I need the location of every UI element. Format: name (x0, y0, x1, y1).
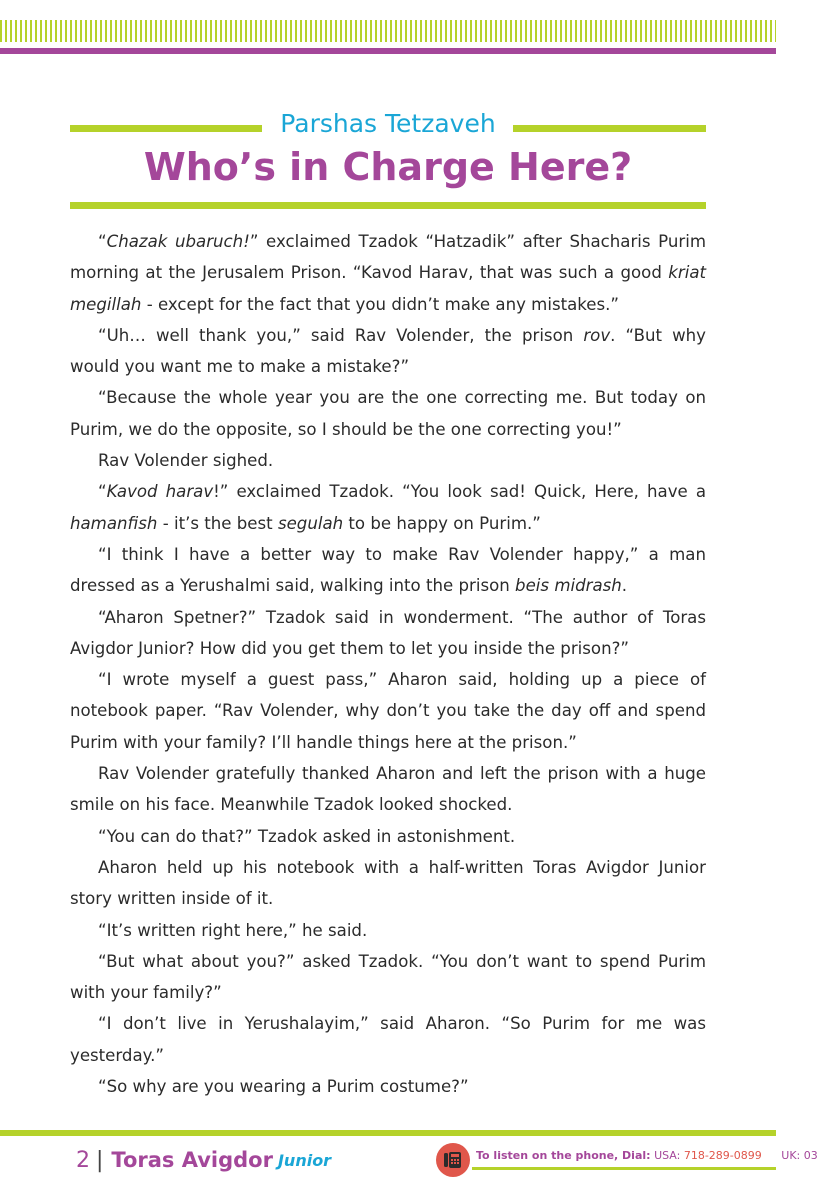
paragraph-text: Aharon held up his notebook with a half-written Toras Avigdor Junior story written inside of it. (70, 857, 706, 909)
story-paragraph (70, 758, 706, 821)
paragraph-text: !” exclaimed Tzadok. “You look sad! Quick, Here, have a (213, 482, 706, 502)
story-paragraph (70, 476, 706, 539)
italic-term: beis midrash (515, 576, 622, 596)
story-paragraph (70, 445, 706, 476)
paragraph-text: “You can do that?” Tzadok asked in astonishment. (98, 826, 516, 846)
italic-term: segulah (277, 513, 344, 533)
brand-name: Toras Avigdor (111, 1148, 273, 1172)
phone-text (476, 1149, 818, 1162)
parsha-subtitle: Parshas Tetzaveh (280, 109, 496, 138)
phone-uk-label: UK: 03 (781, 1149, 818, 1162)
subtitle-rule-right (513, 125, 706, 132)
paragraph-text: “I wrote myself a guest pass,” Aharon said, holding up a piece of notebook paper. “Rav Volender, why don’t you take the day off and spend Purim with your family? I’ll handle things here at the prison.” (70, 670, 706, 752)
paragraph-text: . “But why would you want me to make a mistake?” (70, 325, 706, 377)
story-paragraph (70, 664, 706, 758)
paragraph-text: “I think I have a better way to make Rav Volender happy,” a man dressed as a Yerushalmi said, walking into the prison (70, 544, 706, 596)
story-paragraph (70, 539, 706, 602)
paragraph-text: “But what about you?” asked Tzadok. “You don’t want to spend Purim with your family?” (70, 951, 706, 1003)
phone-usa-number: 718-289-0899 (683, 1149, 762, 1162)
paragraph-text: - except for the fact that you didn’t make any mistakes.” (141, 294, 620, 314)
story-body (70, 226, 706, 1102)
top-purple-bar (0, 48, 776, 54)
footer-separator: | (96, 1147, 104, 1173)
paragraph-text: “ (98, 482, 107, 502)
story-paragraph (70, 602, 706, 665)
phone-usa-label: USA: (654, 1149, 681, 1162)
italic-term: hamanfish (70, 513, 158, 533)
italic-term: Chazak ubaruch! (106, 232, 250, 251)
story-paragraph (70, 946, 706, 1009)
story-paragraph (70, 821, 706, 852)
story-paragraph (70, 852, 706, 915)
paragraph-text: “I don’t live in Yerushalayim,” said Aharon. “So Purim for me was yesterday.” (70, 1014, 706, 1065)
subtitle-rule-left (70, 125, 262, 132)
paragraph-text: “Uh… well thank you,” said Rav Volender, the prison (98, 325, 584, 345)
paragraph-text: Rav Volender gratefully thanked Aharon and left the prison with a huge smile on his face. Meanwhile Tzadok looked shocked. (70, 764, 706, 815)
phone-info (436, 1143, 818, 1177)
paragraph-text: . (621, 576, 628, 596)
phone-underline (472, 1167, 776, 1170)
story-paragraph (70, 226, 706, 320)
paragraph-text: to be happy on Purim.” (343, 513, 541, 533)
italic-term: Kavod harav (106, 482, 214, 502)
story-title: Who’s in Charge Here? (143, 145, 633, 189)
paragraph-text: Rav Volender sighed. (98, 451, 274, 471)
story-paragraph (70, 1008, 706, 1071)
phone-icon (436, 1143, 470, 1177)
italic-term: rov (583, 325, 611, 345)
story-paragraph (70, 915, 706, 946)
paragraph-text: ” exclaimed Tzadok “Hatzadik” after Shacharis Purim morning at the Jerusalem Prison. “Kavod Harav, that was such a good (70, 232, 706, 283)
footer-rule (0, 1130, 776, 1136)
story-paragraph (70, 1071, 706, 1102)
story-paragraph (70, 382, 706, 445)
paragraph-text: “Because the whole year you are the one correcting me. But today on Purim, we do the opposite, so I should be the one correcting you!” (70, 388, 706, 439)
footer-brand-block (76, 1143, 331, 1177)
brand-suffix: Junior (277, 1150, 332, 1170)
paragraph-text: “Aharon Spetner?” Tzadok said in wonderment. “The author of Toras Avigdor Junior? How did you get them to let you inside the prison?” (70, 607, 706, 658)
paragraph-text: “ (98, 232, 107, 251)
page-number: 2 (76, 1147, 90, 1173)
phone-label: To listen on the phone, Dial: (476, 1149, 651, 1162)
top-tick-border (0, 20, 776, 42)
title-rule (70, 202, 706, 209)
italic-term: kriat megillah (70, 263, 706, 314)
paragraph-text: “It’s written right here,” he said. (98, 920, 368, 940)
paragraph-text: “So why are you wearing a Purim costume?” (98, 1077, 469, 1097)
story-paragraph (70, 320, 706, 383)
paragraph-text: - it’s the best (157, 513, 278, 533)
